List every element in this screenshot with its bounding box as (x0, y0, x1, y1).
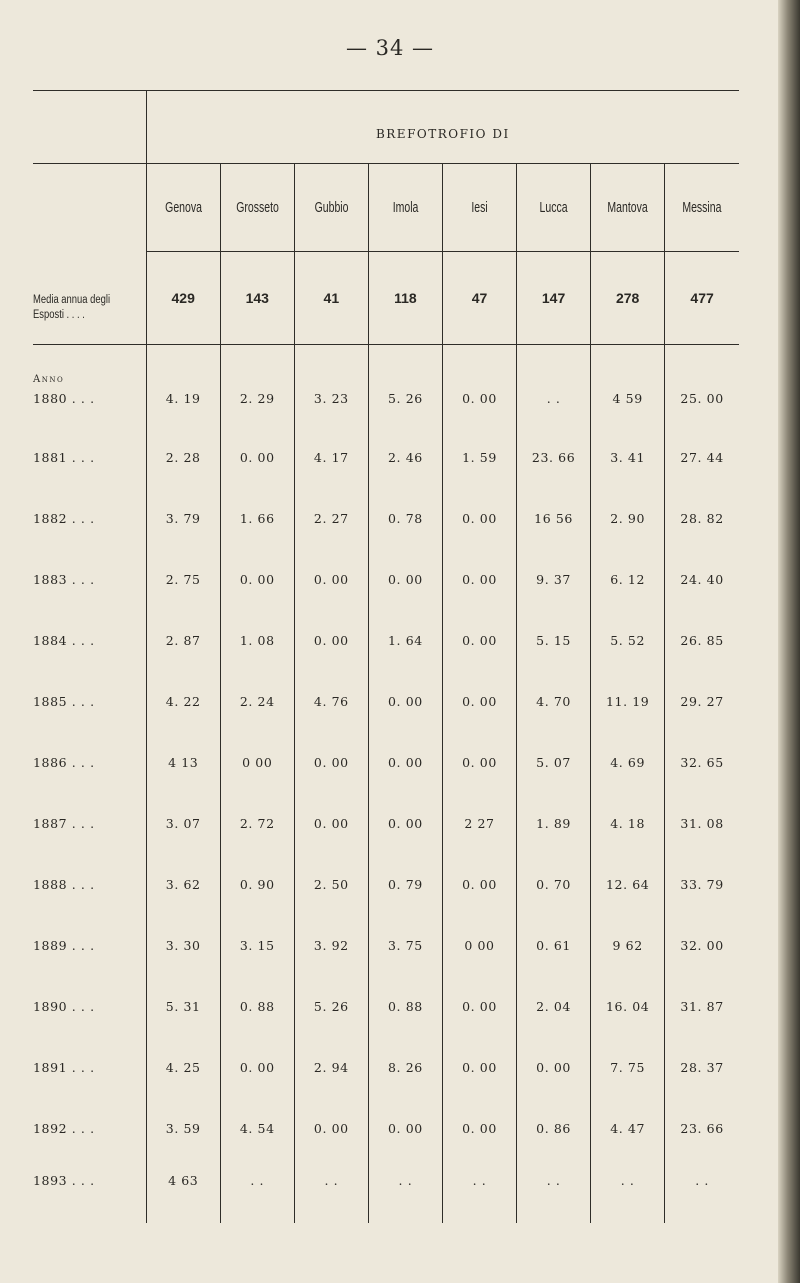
rate-value: 9 62 (591, 915, 665, 976)
rate-value: 32. 00 (665, 915, 739, 976)
rate-value: 33. 79 (665, 854, 739, 915)
rate-value: 3. 75 (368, 915, 442, 976)
city-name: Iesi (471, 199, 488, 216)
media-value: 41 (294, 252, 368, 345)
rate-value: 0. 86 (517, 1098, 591, 1159)
rate-value: 3. 59 (146, 1098, 220, 1159)
rate-value: 1. 08 (220, 610, 294, 671)
rate-value: 4. 19 (146, 389, 220, 427)
city-header (146, 164, 220, 252)
rate-value: . . (220, 1159, 294, 1223)
rate-value: 4. 17 (294, 427, 368, 488)
rate-value: 2. 24 (220, 671, 294, 732)
table-row (33, 1159, 739, 1223)
rate-value: 2. 94 (294, 1037, 368, 1098)
city-header (294, 164, 368, 252)
rate-value: 0. 00 (220, 1037, 294, 1098)
rate-value: 2. 90 (591, 488, 665, 549)
rate-value: 0. 00 (294, 549, 368, 610)
year-label: 1891 . . . (33, 1059, 95, 1075)
corner-cell (33, 164, 146, 252)
rate-value: 2. 27 (294, 488, 368, 549)
rate-value: 2. 72 (220, 793, 294, 854)
media-value: 143 (220, 252, 294, 345)
city-header (591, 164, 665, 252)
table-row (33, 549, 739, 610)
rate-value: 0. 00 (442, 1098, 516, 1159)
rate-value: 3. 62 (146, 854, 220, 915)
rate-value: 0. 00 (442, 732, 516, 793)
rate-value: 16. 04 (591, 976, 665, 1037)
rate-value: 2. 75 (146, 549, 220, 610)
rate-value: 4. 70 (517, 671, 591, 732)
year-label: 1885 . . . (33, 693, 95, 709)
rate-value: 1. 59 (442, 427, 516, 488)
rate-value: 0. 00 (368, 793, 442, 854)
year-label: 1893 . . . (33, 1172, 95, 1188)
rate-value: 28. 37 (665, 1037, 739, 1098)
rate-value: 12. 64 (591, 854, 665, 915)
spacer-cell (220, 344, 294, 389)
year-label: 1881 . . . (33, 449, 95, 465)
media-label-line2: Esposti . . . . (33, 308, 85, 321)
rate-value: 3. 15 (220, 915, 294, 976)
rate-value: 4 63 (146, 1159, 220, 1223)
year-label: 1880 . . . (33, 390, 95, 406)
rate-value: . . (368, 1159, 442, 1223)
year-label: 1884 . . . (33, 632, 95, 648)
rate-value: 0 00 (442, 915, 516, 976)
table-row (33, 976, 739, 1037)
rate-value: 0. 00 (220, 549, 294, 610)
rate-value: 0. 79 (368, 854, 442, 915)
table-row (33, 427, 739, 488)
rate-value: 2. 87 (146, 610, 220, 671)
rate-value: 0. 00 (368, 549, 442, 610)
rate-value: 1. 64 (368, 610, 442, 671)
rate-value: 16 56 (517, 488, 591, 549)
rate-value: 29. 27 (665, 671, 739, 732)
spacer-cell (442, 344, 516, 389)
city-name: Genova (164, 199, 202, 216)
rate-value: 0 00 (220, 732, 294, 793)
spacer-cell (368, 344, 442, 389)
rate-value: 7. 75 (591, 1037, 665, 1098)
rate-value: 0. 00 (442, 389, 516, 427)
rate-value: 0. 00 (368, 1098, 442, 1159)
rate-value: 24. 40 (665, 549, 739, 610)
rate-value: 0. 70 (517, 854, 591, 915)
media-value: 147 (517, 252, 591, 345)
rate-value: 0. 00 (442, 610, 516, 671)
rate-value: 4. 22 (146, 671, 220, 732)
rate-value: 0. 88 (220, 976, 294, 1037)
city-header (517, 164, 591, 252)
year-label: 1882 . . . (33, 510, 95, 526)
media-value: 429 (146, 252, 220, 345)
year-label: 1887 . . . (33, 815, 95, 831)
table-row (33, 732, 739, 793)
city-name: Messina (682, 199, 722, 216)
rate-value: 0. 00 (442, 488, 516, 549)
rate-value: 4 59 (591, 389, 665, 427)
rate-value: 2. 29 (220, 389, 294, 427)
corner-cell (33, 91, 146, 164)
rate-value: . . (517, 1159, 591, 1223)
rate-value: 4. 76 (294, 671, 368, 732)
spacer-cell (665, 344, 739, 389)
rate-value: 2. 04 (517, 976, 591, 1037)
rate-value: 4. 18 (591, 793, 665, 854)
media-label (33, 252, 126, 345)
rate-value: 0. 00 (294, 793, 368, 854)
rate-value: . . (294, 1159, 368, 1223)
spacer-cell (591, 344, 665, 389)
rate-value: . . (442, 1159, 516, 1223)
rate-value: 0. 00 (442, 549, 516, 610)
city-name: Mantova (607, 199, 648, 216)
media-label-line1: Media annua degli (33, 293, 111, 306)
rate-value: 0. 00 (220, 427, 294, 488)
rate-value: 6. 12 (591, 549, 665, 610)
rate-value: 0. 00 (442, 976, 516, 1037)
rate-value: 5. 26 (368, 389, 442, 427)
rate-value: 0. 88 (368, 976, 442, 1037)
rate-value: . . (665, 1159, 739, 1223)
rate-value: 0. 00 (368, 732, 442, 793)
rate-value: 0. 00 (294, 610, 368, 671)
brefotrofio-table (33, 90, 739, 1223)
rate-value: 2. 46 (368, 427, 442, 488)
rate-value: 27. 44 (665, 427, 739, 488)
rate-value: 0. 78 (368, 488, 442, 549)
rate-value: 0. 61 (517, 915, 591, 976)
page-edge-shadow (778, 0, 800, 1283)
city-header (442, 164, 516, 252)
rate-value: 4. 54 (220, 1098, 294, 1159)
rate-value: 0. 00 (442, 671, 516, 732)
city-name: Imola (392, 199, 419, 216)
rate-value: 5. 26 (294, 976, 368, 1037)
rate-value: 3. 41 (591, 427, 665, 488)
rate-value: 32. 65 (665, 732, 739, 793)
city-header (368, 164, 442, 252)
rate-value: 0. 00 (442, 1037, 516, 1098)
rate-value: . . (517, 389, 591, 427)
rate-value: 0. 00 (517, 1037, 591, 1098)
table-title: BREFOTROFIO DI (146, 91, 739, 164)
table-row (33, 488, 739, 549)
rate-value: 3. 07 (146, 793, 220, 854)
rate-value: . . (591, 1159, 665, 1223)
rate-value: 2. 50 (294, 854, 368, 915)
table-row (33, 610, 739, 671)
rate-value: 3. 23 (294, 389, 368, 427)
rate-value: 26. 85 (665, 610, 739, 671)
media-value: 118 (368, 252, 442, 345)
rate-value: 31. 87 (665, 976, 739, 1037)
year-label: 1888 . . . (33, 876, 95, 892)
city-header (220, 164, 294, 252)
year-label: 1889 . . . (33, 937, 95, 953)
spacer-cell (146, 344, 220, 389)
rate-value: 0. 00 (294, 1098, 368, 1159)
rate-value: 0. 90 (220, 854, 294, 915)
rate-value: 1. 89 (517, 793, 591, 854)
table-row (33, 1037, 739, 1098)
city-header (665, 164, 739, 252)
rate-value: 3. 92 (294, 915, 368, 976)
rate-value: 23. 66 (665, 1098, 739, 1159)
rate-value: 31. 08 (665, 793, 739, 854)
rate-value: 4. 69 (591, 732, 665, 793)
rate-value: 1. 66 (220, 488, 294, 549)
rate-value: 0. 00 (294, 732, 368, 793)
media-value: 47 (442, 252, 516, 345)
rate-value: 4. 47 (591, 1098, 665, 1159)
city-name: Gubbio (314, 199, 349, 216)
rate-value: 5. 15 (517, 610, 591, 671)
table-row (33, 793, 739, 854)
rate-value: 0. 00 (368, 671, 442, 732)
rate-value: 23. 66 (517, 427, 591, 488)
media-value: 477 (665, 252, 739, 345)
rate-value: 11. 19 (591, 671, 665, 732)
table-row (33, 1098, 739, 1159)
rate-value: 2. 28 (146, 427, 220, 488)
year-label: 1886 . . . (33, 754, 95, 770)
rate-value: 0. 00 (442, 854, 516, 915)
rate-value: 5. 52 (591, 610, 665, 671)
rate-value: 5. 31 (146, 976, 220, 1037)
rate-value: 3. 79 (146, 488, 220, 549)
rate-value: 5. 07 (517, 732, 591, 793)
rate-value: 8. 26 (368, 1037, 442, 1098)
rate-value: 2 27 (442, 793, 516, 854)
rate-value: 3. 30 (146, 915, 220, 976)
year-label: 1892 . . . (33, 1120, 95, 1136)
year-label: 1883 . . . (33, 571, 95, 587)
table-row (33, 915, 739, 976)
media-value: 278 (591, 252, 665, 345)
rate-value: 9. 37 (517, 549, 591, 610)
table-row (33, 389, 739, 427)
spacer-cell (294, 344, 368, 389)
page-number: — 34 — (345, 36, 435, 60)
spacer-cell (517, 344, 591, 389)
table-row (33, 854, 739, 915)
rate-value: 4. 25 (146, 1037, 220, 1098)
table-row (33, 671, 739, 732)
anno-label: Anno (33, 373, 65, 385)
city-name: Lucca (539, 199, 568, 216)
city-name: Grosseto (235, 199, 279, 216)
rate-value: 4 13 (146, 732, 220, 793)
year-label: 1890 . . . (33, 998, 95, 1014)
rate-value: 25. 00 (665, 389, 739, 427)
rate-value: 28. 82 (665, 488, 739, 549)
